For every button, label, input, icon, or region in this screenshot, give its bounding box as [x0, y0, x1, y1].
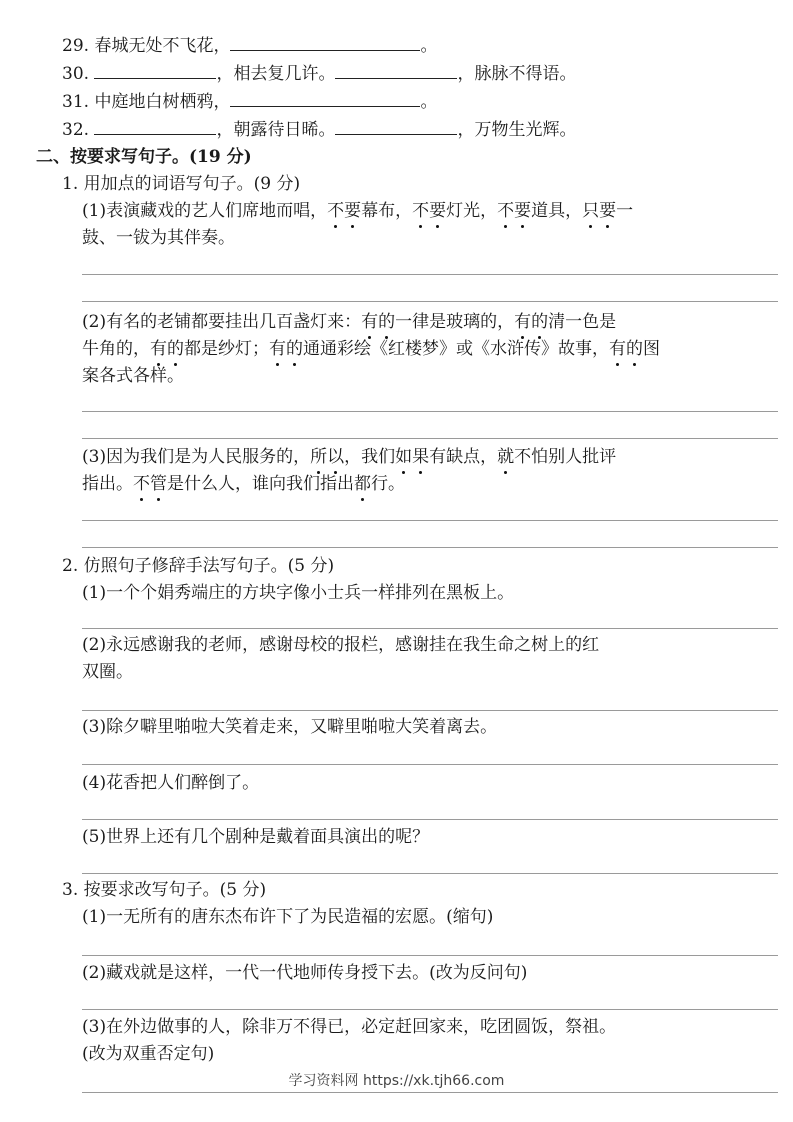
emphasis-char: 都	[354, 474, 371, 494]
emphasis-char: 不	[327, 201, 345, 221]
emphasis-word	[354, 474, 371, 494]
part-1-title: 1. 用加点的词语写句子。(9 分)	[62, 174, 301, 194]
emphasis-char: 果	[412, 447, 430, 467]
part-2-title: 2. 仿照句子修辞手法写句子。(5 分)	[62, 556, 335, 576]
part-1-q2-line-1: (2)有名的老铺都要挂出几百盏灯来：有的一律是玻璃的，有的清一色是	[82, 312, 617, 332]
answer-line[interactable]	[82, 710, 778, 711]
emphasis-char: 如	[395, 447, 413, 467]
question-number: 30.	[62, 64, 90, 84]
question-text: ，相去复几许。	[216, 64, 336, 84]
part-3-q1: (1)一无所有的唐东杰布许下了为民造福的宏愿。(缩句)	[82, 907, 494, 927]
answer-blank[interactable]	[335, 62, 457, 79]
emphasis-char: 要	[514, 201, 532, 221]
page-footer: 学习资料网 https://xk.tjh66.com	[288, 1073, 505, 1089]
emphasis-word	[395, 447, 429, 467]
question-text: 中庭地白树栖鸦，	[94, 92, 231, 112]
part-2-q2-line-2: 双圈。	[82, 662, 133, 682]
answer-line[interactable]	[82, 1009, 778, 1010]
part-3-q3-line-2: (改为双重否定句)	[82, 1044, 215, 1064]
question-32	[62, 118, 576, 141]
answer-blank[interactable]	[94, 62, 216, 79]
answer-line[interactable]	[82, 1092, 778, 1093]
emphasis-char: 只	[582, 201, 600, 221]
answer-line[interactable]	[82, 301, 778, 302]
answer-blank[interactable]	[230, 90, 420, 107]
part-1-q3-line-2: 指出。不管是什么人，谁向我们指出都行。	[82, 474, 405, 494]
emphasis-char: 要	[344, 201, 362, 221]
part-2-q5: (5)世界上还有几个剧种是戴着面具演出的呢？	[82, 827, 430, 847]
answer-line[interactable]	[82, 764, 778, 765]
part-1-q2-line-3: 案各式各样。	[82, 366, 184, 386]
emphasis-char: 的	[286, 339, 303, 359]
question-text: ，朝露待日晞。	[216, 120, 336, 140]
part-1-q3-line-1: (3)因为我们是为人民服务的，所以，我们如果有缺点，就不怕别人批评	[82, 447, 617, 467]
emphasis-word	[327, 201, 361, 221]
emphasis-char: 以	[327, 447, 345, 467]
section-heading: 二、按要求写句子。(19 分)	[36, 147, 252, 167]
answer-line[interactable]	[82, 873, 778, 874]
emphasis-char: 有	[609, 339, 626, 359]
emphasis-char: 不	[497, 201, 515, 221]
answer-blank[interactable]	[230, 34, 420, 51]
emphasis-char: 的	[167, 339, 184, 359]
question-29	[62, 34, 437, 57]
question-number: 31.	[62, 92, 90, 112]
answer-blank[interactable]	[335, 118, 457, 135]
question-text: 春城无处不飞花，	[94, 36, 231, 56]
emphasis-word	[514, 312, 548, 332]
emphasis-word	[497, 201, 531, 221]
emphasis-char: 不	[412, 201, 430, 221]
emphasis-word	[582, 201, 616, 221]
question-end: 。	[420, 92, 438, 112]
emphasis-char: 管	[150, 474, 167, 494]
emphasis-char: 要	[429, 201, 447, 221]
emphasis-char: 有	[150, 339, 167, 359]
emphasis-word	[412, 201, 446, 221]
emphasis-char: 的	[378, 312, 396, 332]
answer-line[interactable]	[82, 438, 778, 439]
part-3-title: 3. 按要求改写句子。(5 分)	[62, 880, 267, 900]
emphasis-word	[269, 339, 303, 359]
emphasis-word	[361, 312, 395, 332]
emphasis-char: 的	[531, 312, 549, 332]
part-2-q4: (4)花香把人们醉倒了。	[82, 773, 260, 793]
question-end: 。	[420, 36, 438, 56]
question-31	[62, 90, 437, 113]
part-3-q2: (2)藏戏就是这样，一代一代地师传身授下去。(改为反问句)	[82, 963, 528, 983]
emphasis-char: 的	[626, 339, 643, 359]
question-end: ，万物生光辉。	[457, 120, 577, 140]
emphasis-char: 就	[497, 447, 515, 467]
part-1-q2-line-2: 牛角的，有的都是纱灯；有的通通彩绘《红楼梦》或《水浒传》故事，有的图	[82, 339, 660, 359]
question-end: ，脉脉不得语。	[457, 64, 577, 84]
question-number: 29.	[62, 36, 90, 56]
emphasis-word	[310, 447, 344, 467]
answer-blank[interactable]	[94, 118, 216, 135]
emphasis-char: 要	[599, 201, 617, 221]
question-number: 32.	[62, 120, 90, 140]
answer-line[interactable]	[82, 955, 778, 956]
emphasis-word	[609, 339, 643, 359]
answer-line[interactable]	[82, 411, 778, 412]
part-1-q1-line-1: (1)表演藏戏的艺人们席地而唱，不要幕布，不要灯光，不要道具，只要一	[82, 201, 634, 221]
emphasis-char: 所	[310, 447, 328, 467]
part-2-q2-line-1: (2)永远感谢我的老师，感谢母校的报栏，感谢挂在我生命之树上的红	[82, 635, 600, 655]
emphasis-word	[150, 339, 184, 359]
part-2-q3: (3)除夕噼里啪啦大笑着走来，又噼里啪啦大笑着离去。	[82, 717, 498, 737]
emphasis-char: 有	[514, 312, 532, 332]
part-1-q1-line-2: 鼓、一钹为其伴奏。	[82, 228, 235, 248]
emphasis-char: 不	[133, 474, 150, 494]
question-30	[62, 62, 576, 85]
emphasis-char: 有	[361, 312, 379, 332]
emphasis-char: 有	[269, 339, 286, 359]
emphasis-word	[497, 447, 514, 467]
emphasis-word	[133, 474, 167, 494]
answer-line[interactable]	[82, 274, 778, 275]
part-3-q3-line-1: (3)在外边做事的人，除非万不得已，必定赶回家来，吃团圆饭，祭祖。	[82, 1017, 617, 1037]
answer-line[interactable]	[82, 628, 778, 629]
answer-line[interactable]	[82, 520, 778, 521]
answer-line[interactable]	[82, 547, 778, 548]
part-2-q1: (1)一个个娟秀端庄的方块字像小士兵一样排列在黑板上。	[82, 583, 515, 603]
answer-line[interactable]	[82, 819, 778, 820]
